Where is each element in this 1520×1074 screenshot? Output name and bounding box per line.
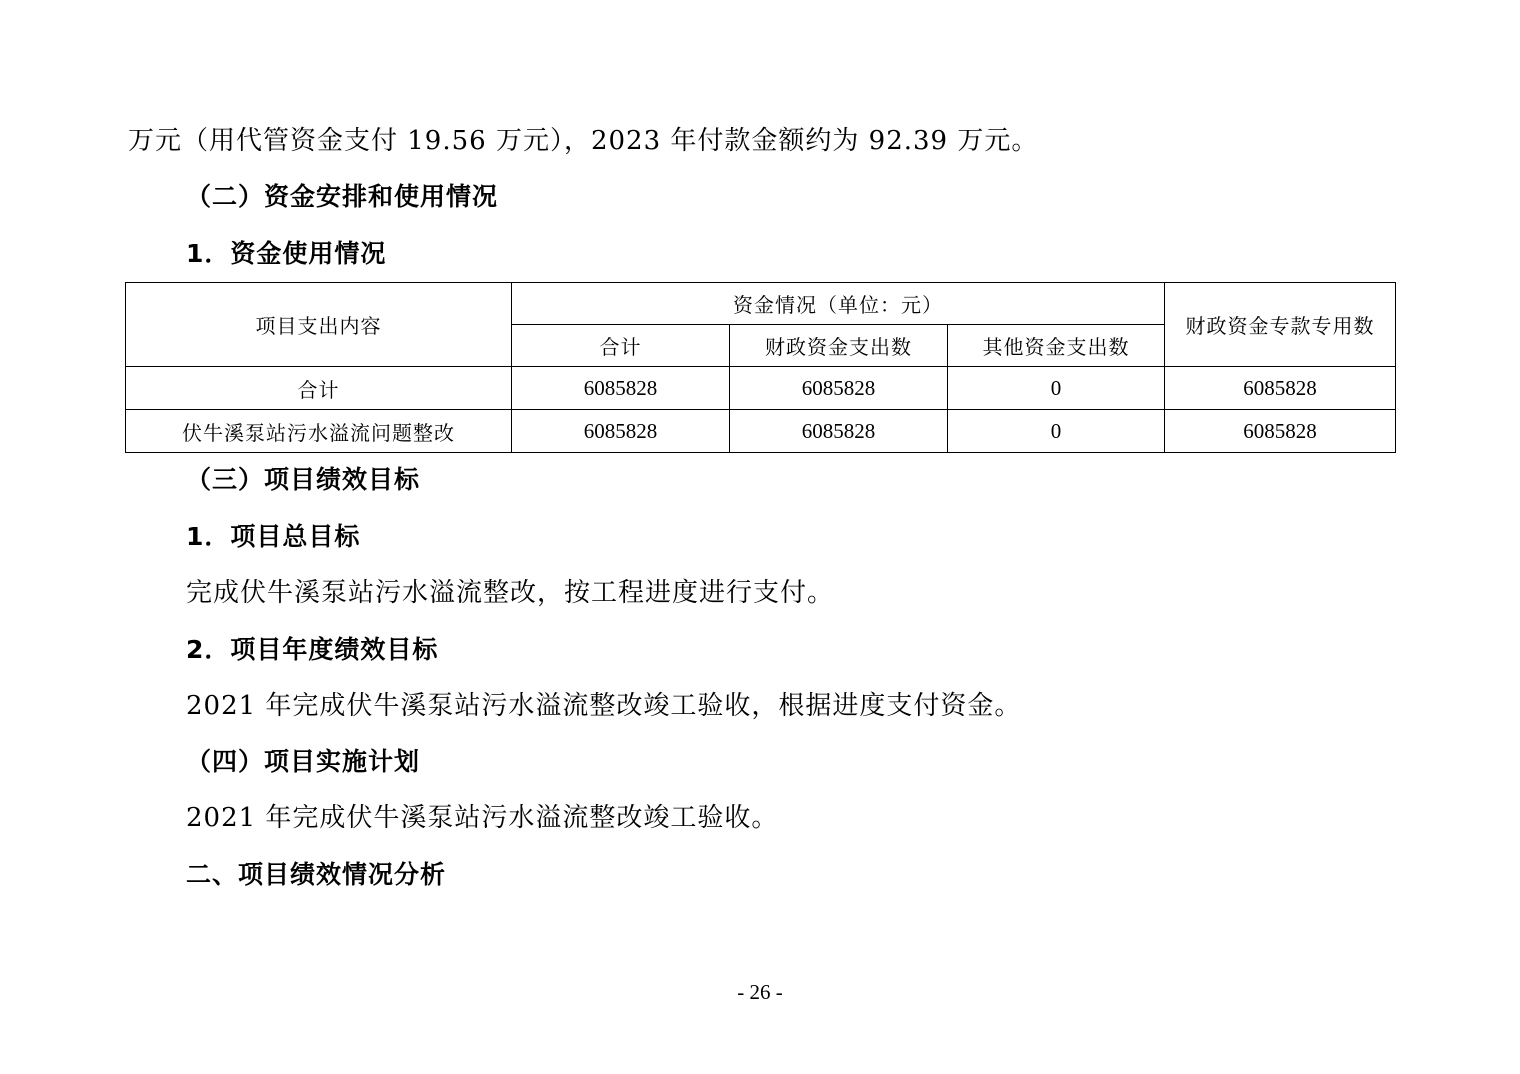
header-other: 其他资金支出数 [948,325,1165,367]
cell-fiscal: 6085828 [730,410,948,453]
heading-overall-goal: 1．项目总目标 [186,522,361,551]
cell-total: 6085828 [512,410,730,453]
heading-funds-arrangement: （二）资金安排和使用情况 [186,182,499,211]
paragraph-annual-goal: 2021 年完成伏牛溪泵站污水溢流整改竣工验收，根据进度支付资金。 [186,691,1022,721]
cell-special: 6085828 [1165,410,1396,453]
table-row [126,410,1396,453]
header-item: 项目支出内容 [126,283,512,367]
heading-implementation: （四）项目实施计划 [186,747,421,776]
page-number: - 26 - [737,980,783,1004]
heading-funds-usage: 1．资金使用情况 [186,239,387,268]
heading-annual-goal: 2．项目年度绩效目标 [186,635,439,664]
table-row [126,367,1396,410]
cell-total: 6085828 [512,367,730,410]
cell-other: 0 [948,410,1165,453]
cell-special: 6085828 [1165,367,1396,410]
paragraph-implementation: 2021 年完成伏牛溪泵站污水溢流整改竣工验收。 [186,803,779,833]
heading-performance-goal: （三）项目绩效目标 [186,465,421,494]
paragraph-overall-goal: 完成伏牛溪泵站污水溢流整改，按工程进度进行支付。 [186,578,835,608]
funds-usage-table [125,282,1396,453]
cell-item: 合计 [126,367,512,410]
header-fiscal: 财政资金支出数 [730,325,948,367]
cell-other: 0 [948,367,1165,410]
table-header-row [126,283,1396,325]
header-total: 合计 [512,325,730,367]
cell-fiscal: 6085828 [730,367,948,410]
header-special: 财政资金专款专用数 [1165,283,1396,367]
paragraph-continued: 万元（用代管资金支付 19.56 万元），2023 年付款金额约为 92.39 万元。 [128,126,1039,156]
cell-item: 伏牛溪泵站污水溢流问题整改 [126,410,512,453]
heading-performance-analysis: 二、项目绩效情况分析 [186,860,447,889]
header-funds-group: 资金情况（单位：元） [512,283,1165,325]
